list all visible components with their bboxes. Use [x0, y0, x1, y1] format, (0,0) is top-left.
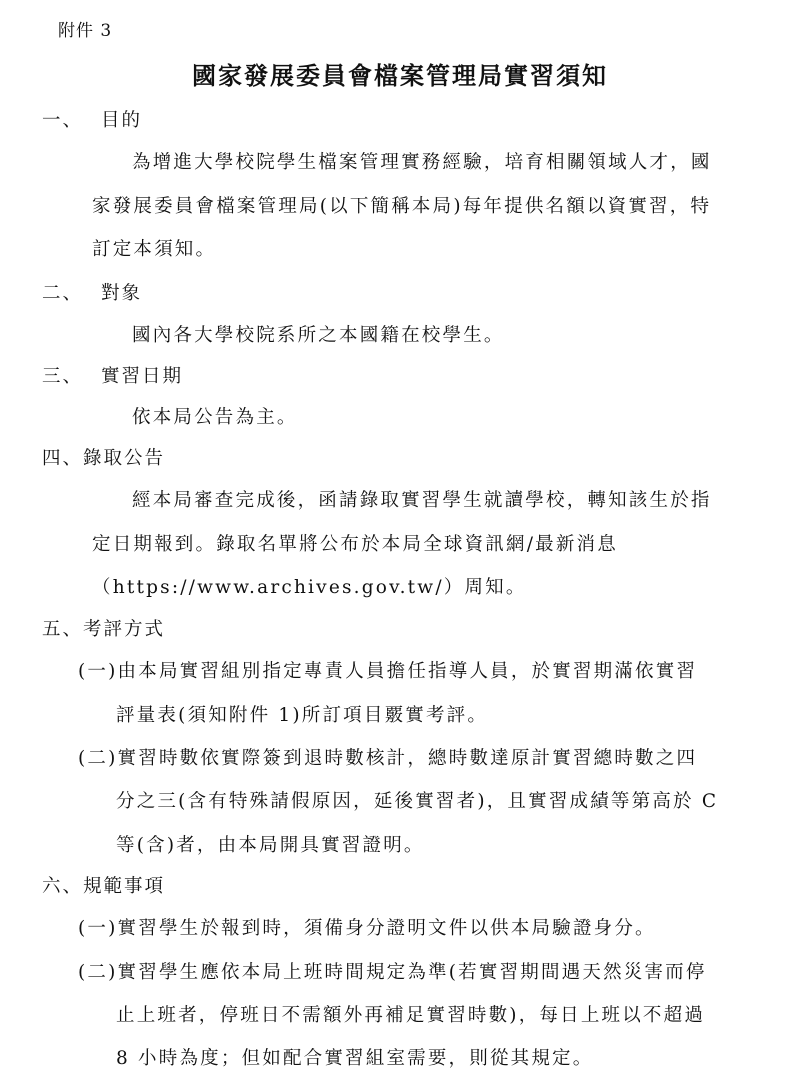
annex-label: 附件 3	[58, 21, 113, 41]
section-number: 六、	[42, 876, 84, 897]
list-item	[78, 659, 697, 685]
section-number: 五、	[42, 619, 84, 640]
paragraph-line: 定日期報到。錄取名單將公布於本局全球資訊網/最新消息	[92, 534, 618, 555]
section-title: 考評方式	[83, 619, 166, 640]
section-heading-dates	[42, 364, 183, 390]
section-heading-announcement	[42, 446, 165, 472]
item-line: 實習學生應依本局上班時間規定為準(若實習期間遇天然災害而停	[117, 962, 707, 983]
paragraph-line: 經本局審查完成後，函請錄取實習學生就讀學校，轉知該生於指	[132, 490, 712, 511]
item-line: 實習學生於報到時，須備身分證明文件以供本局驗證身分。	[117, 918, 656, 939]
section-heading-evaluation	[42, 617, 165, 643]
section-title: 目的	[101, 110, 143, 131]
list-item	[78, 746, 697, 772]
section-number: 一、	[42, 110, 84, 131]
paragraph-line: （https://www.archives.gov.tw/）周知。	[92, 577, 527, 598]
section-heading-purpose	[42, 108, 142, 134]
item-line: 實習時數依實際簽到退時數核計，總時數達原計實習總時數之四	[117, 748, 698, 769]
item-label: (一)	[78, 661, 118, 682]
item-label: (一)	[78, 918, 118, 939]
item-label: (二)	[78, 748, 118, 769]
item-label: (二)	[78, 962, 118, 983]
section-heading-target	[42, 281, 142, 307]
item-line: 等(含)者，由本局開具實習證明。	[116, 835, 425, 856]
section-title: 實習日期	[101, 366, 184, 387]
item-line: 止上班者，停班日不需額外再補足實習時數)，每日上班以不超過	[116, 1005, 706, 1026]
item-line: 由本局實習組別指定專責人員擔任指導人員，於實習期滿依實習	[117, 661, 698, 682]
paragraph-line: 為增進大學校院學生檔案管理實務經驗，培育相關領域人才，國	[132, 152, 712, 173]
item-line: 分之三(含有特殊請假原因，延後實習者)，且實習成績等第高於 C	[116, 791, 719, 812]
section-number: 四、	[42, 448, 84, 469]
section-title: 對象	[101, 283, 143, 304]
list-item	[78, 916, 656, 942]
section-title: 規範事項	[83, 876, 166, 897]
section-number: 二、	[42, 283, 84, 304]
section-title: 錄取公告	[83, 448, 166, 469]
section-number: 三、	[42, 366, 84, 387]
paragraph-line: 家發展委員會檔案管理局(以下簡稱本局)每年提供名額以資實習，特	[92, 196, 712, 217]
paragraph-line: 國內各大學校院系所之本國籍在校學生。	[132, 325, 505, 346]
item-line: 評量表(須知附件 1)所訂項目覈實考評。	[116, 705, 489, 726]
paragraph-line: 訂定本須知。	[92, 239, 217, 260]
section-heading-rules	[42, 874, 165, 900]
paragraph-line: 依本局公告為主。	[132, 407, 298, 428]
document-title: 國家發展委員會檔案管理局實習須知	[192, 61, 608, 90]
list-item	[78, 960, 707, 986]
item-line: 8 小時為度；但如配合實習組室需要，則從其規定。	[116, 1048, 594, 1069]
